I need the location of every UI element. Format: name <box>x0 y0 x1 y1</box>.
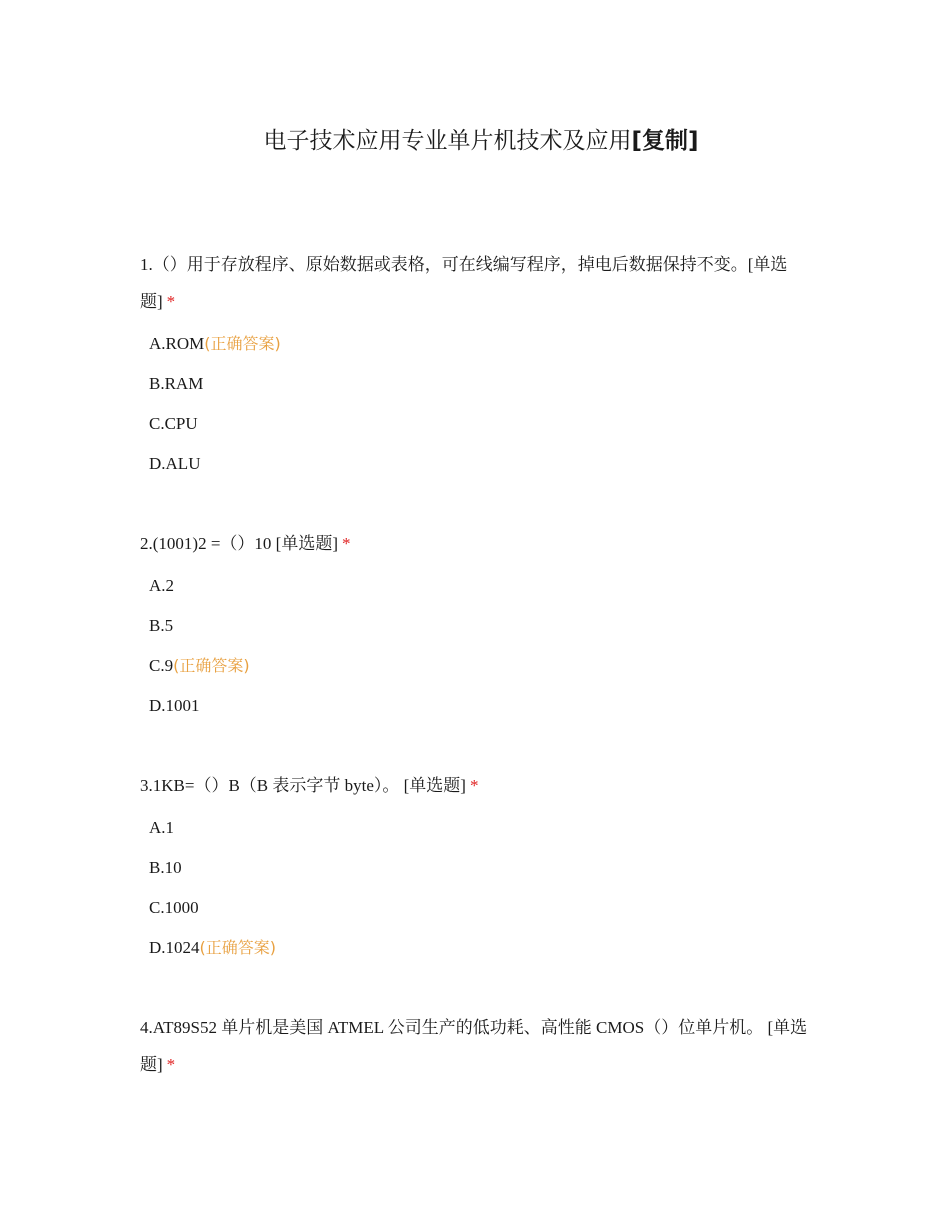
option-c[interactable] <box>149 404 810 444</box>
option-list <box>149 808 810 968</box>
correct-answer-marker: (正确答案) <box>173 656 250 675</box>
question-text <box>140 525 810 562</box>
question-2-text: 2.(1001)2 =（）10 [单选题] <box>140 534 338 553</box>
question-3-text: 3.1KB=（）B（B 表示字节 byte）。 [单选题] <box>140 776 466 795</box>
option-b[interactable] <box>149 364 810 404</box>
option-label: C.CPU <box>149 414 198 433</box>
option-label: C.1000 <box>149 898 199 917</box>
option-label: A.1 <box>149 818 175 837</box>
required-marker: * <box>166 1055 176 1074</box>
option-c[interactable] <box>149 888 810 928</box>
question-3 <box>140 767 810 968</box>
question-text <box>140 767 810 804</box>
option-b[interactable] <box>149 848 810 888</box>
question-4-text: 4.AT89S52 单片机是美国 ATMEL 公司生产的低功耗、高性能 CMOS（）位单片机。 [单选题] <box>140 1018 808 1074</box>
option-d[interactable] <box>149 444 810 484</box>
option-a[interactable] <box>149 566 810 606</box>
option-label: D.ALU <box>149 454 201 473</box>
question-2 <box>140 525 810 726</box>
question-4 <box>140 1009 810 1083</box>
option-label: B.5 <box>149 616 174 635</box>
page-title <box>0 125 950 157</box>
title-text: 电子技术应用专业单片机技术及应用 <box>263 128 632 155</box>
required-marker: * <box>166 292 176 311</box>
question-text <box>140 1009 810 1083</box>
option-d[interactable] <box>149 686 810 726</box>
correct-answer-marker: (正确答案) <box>204 334 281 353</box>
option-a[interactable] <box>149 808 810 848</box>
option-c[interactable] <box>149 646 810 686</box>
option-label: A.2 <box>149 576 175 595</box>
option-list <box>149 566 810 726</box>
option-label: C.9 <box>149 656 174 675</box>
option-list <box>149 324 810 484</box>
option-label: B.10 <box>149 858 182 877</box>
question-1-text: 1.（）用于存放程序、原始数据或表格，可在线编写程序，掉电后数据保持不变。[单选题] <box>140 255 788 311</box>
question-text <box>140 246 810 320</box>
option-a[interactable] <box>149 324 810 364</box>
question-1 <box>140 246 810 484</box>
title-suffix: [复制] <box>631 128 699 155</box>
option-label: D.1024 <box>149 938 200 957</box>
correct-answer-marker: (正确答案) <box>199 938 277 957</box>
option-label: A.ROM <box>149 334 205 353</box>
required-marker: * <box>341 534 351 553</box>
option-label: D.1001 <box>149 696 200 715</box>
option-label: B.RAM <box>149 374 204 393</box>
option-b[interactable] <box>149 606 810 646</box>
required-marker: * <box>469 776 479 795</box>
option-d[interactable] <box>149 928 810 968</box>
